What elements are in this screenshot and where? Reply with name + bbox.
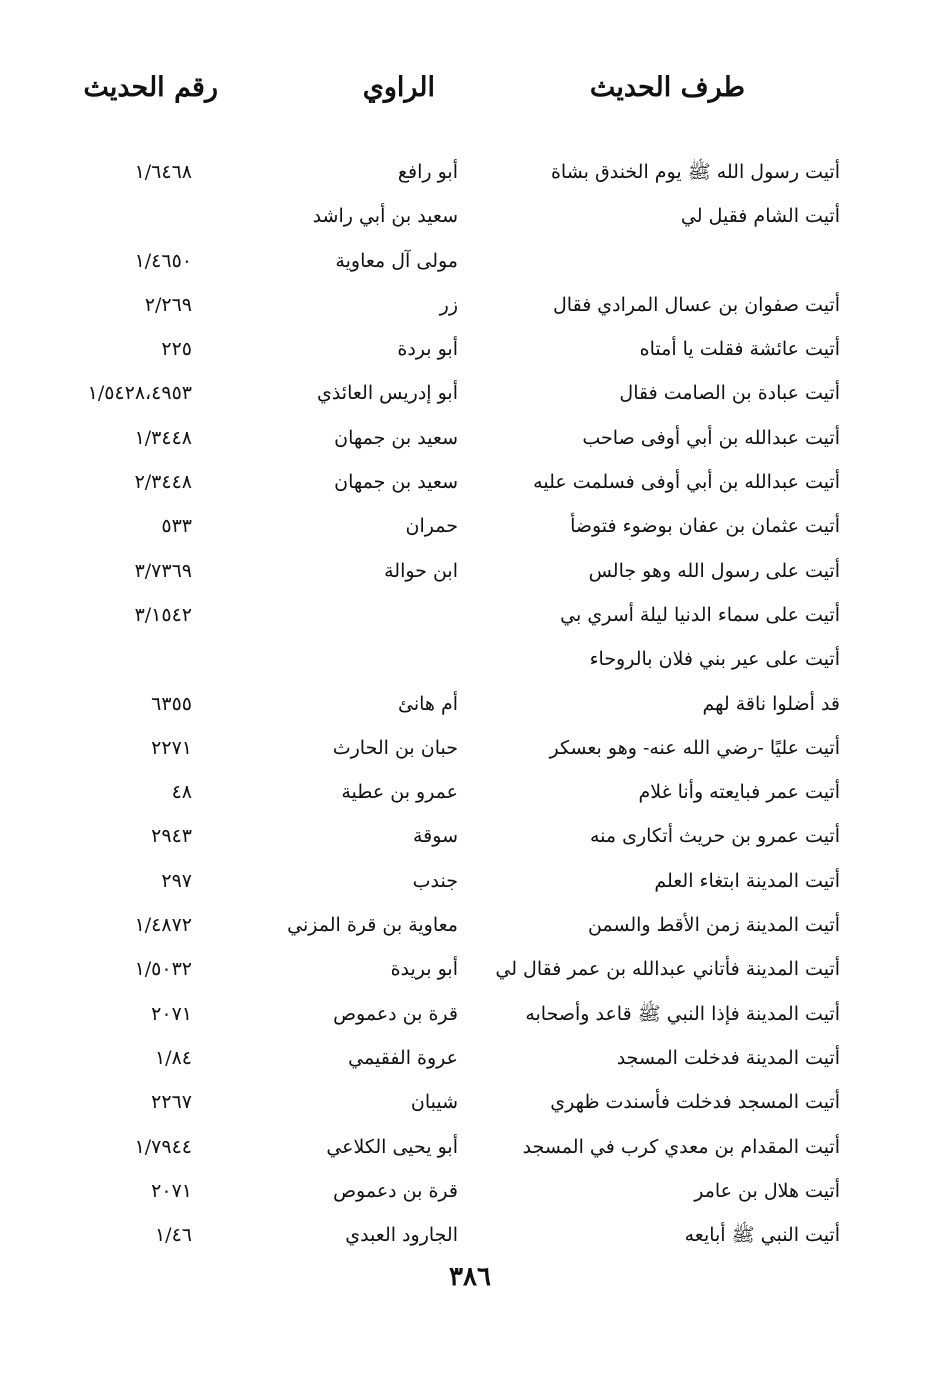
hadith-number: ٢٢٥ bbox=[161, 338, 192, 361]
hadith-number: ١/٧٩٤٤ bbox=[134, 1135, 192, 1158]
hadith-snippet: أتيت النبي ﷺ أبايعه bbox=[684, 1224, 840, 1247]
table-row bbox=[0, 859, 940, 903]
hadith-snippet: أتيت على سماء الدنيا ليلة أسري بي bbox=[560, 603, 840, 626]
table-row bbox=[0, 1036, 940, 1080]
hadith-number: ١/٨٤ bbox=[154, 1046, 192, 1069]
narrator: معاوية بن قرة المزني bbox=[287, 914, 458, 937]
narrator: قرة بن دعموص bbox=[333, 1179, 458, 1202]
hadith-number: ٥٣٣ bbox=[161, 515, 192, 538]
table-row bbox=[0, 150, 940, 194]
column-header-number: رقم الحديث bbox=[83, 72, 218, 103]
hadith-number: ٢٢٦٧ bbox=[151, 1091, 192, 1114]
table-row bbox=[0, 992, 940, 1036]
hadith-snippet: أتيت المقدام بن معدي كرب في المسجد bbox=[522, 1135, 840, 1158]
table-row bbox=[0, 194, 940, 238]
table-row bbox=[0, 1169, 940, 1213]
table-row bbox=[0, 726, 940, 770]
narrator: أبو بريدة bbox=[390, 958, 458, 981]
table-row bbox=[0, 549, 940, 593]
hadith-number: ٣/١٥٤٢ bbox=[134, 603, 192, 626]
narrator: جندب bbox=[412, 869, 458, 892]
hadith-snippet: أتيت على عير بني فلان بالروحاء bbox=[589, 648, 840, 671]
hadith-number: ٢٢٧١ bbox=[151, 736, 192, 759]
hadith-number: ١/٤٨٧٢ bbox=[134, 914, 192, 937]
hadith-snippet: أتيت عائشة فقلت يا أمتاه bbox=[639, 338, 840, 361]
table-row bbox=[0, 903, 940, 947]
page-number: ٣٨٦ bbox=[449, 1262, 491, 1292]
narrator: قرة بن دعموص bbox=[333, 1002, 458, 1025]
narrator: أبو يحيى الكلاعي bbox=[326, 1135, 458, 1158]
table-row bbox=[0, 504, 940, 548]
table-row bbox=[0, 460, 940, 504]
hadith-snippet: أتيت صفوان بن عسال المرادي فقال bbox=[552, 293, 840, 316]
index-table bbox=[0, 150, 940, 1257]
table-row bbox=[0, 416, 940, 460]
narrator: سعيد بن أبي راشد bbox=[312, 205, 458, 228]
hadith-snippet: أتيت رسول الله ﷺ يوم الخندق بشاة bbox=[550, 161, 840, 183]
hadith-snippet: أتيت المدينة ابتغاء العلم bbox=[654, 869, 840, 892]
hadith-number: ١/٥٤٢٨،٤٩٥٣ bbox=[87, 382, 192, 405]
hadith-snippet: أتيت المدينة فأتاني عبدالله بن عمر فقال لي bbox=[495, 958, 840, 981]
hadith-number: ٤٨ bbox=[171, 781, 192, 804]
narrator: عروة الفقيمي bbox=[348, 1046, 458, 1069]
narrator: حمران bbox=[405, 515, 458, 538]
hadith-snippet: أتيت عليًا -رضي الله عنه- وهو بعسكر bbox=[549, 736, 840, 759]
hadith-number: ٣/٧٣٦٩ bbox=[134, 559, 192, 582]
table-row bbox=[0, 1213, 940, 1257]
table-row bbox=[0, 283, 940, 327]
table-row bbox=[0, 1125, 940, 1169]
hadith-snippet: أتيت عبدالله بن أبي أوفى فسلمت عليه bbox=[533, 471, 840, 494]
narrator: أبو رافع bbox=[397, 161, 458, 183]
table-row bbox=[0, 682, 940, 726]
narrator: زر bbox=[439, 293, 458, 316]
column-header-snippet: طرف الحديث bbox=[589, 72, 745, 103]
narrator: أبو إدريس العائذي bbox=[316, 382, 458, 405]
narrator: أبو بردة bbox=[397, 338, 458, 361]
hadith-snippet: أتيت عمر فبايعته وأنا غلام bbox=[638, 781, 840, 804]
hadith-snippet: أتيت هلال بن عامر bbox=[694, 1179, 840, 1202]
hadith-number: ١/٣٤٤٨ bbox=[134, 426, 192, 449]
narrator: الجارود العبدي bbox=[345, 1224, 458, 1247]
hadith-snippet: أتيت على رسول الله وهو جالس bbox=[588, 559, 840, 582]
narrator: سعيد بن جمهان bbox=[334, 426, 458, 449]
narrator: أم هانئ bbox=[397, 692, 458, 715]
narrator: حبان بن الحارث bbox=[332, 736, 458, 759]
narrator: سوقة bbox=[412, 825, 458, 848]
narrator: ابن حوالة bbox=[384, 559, 458, 582]
table-row bbox=[0, 371, 940, 415]
hadith-number: ٦٣٥٥ bbox=[151, 692, 192, 715]
narrator: مولى آل معاوية bbox=[335, 249, 458, 272]
hadith-number: ٢٠٧١ bbox=[151, 1179, 192, 1202]
table-row bbox=[0, 814, 940, 858]
hadith-snippet: أتيت المدينة زمن الأقط والسمن bbox=[587, 914, 840, 937]
table-row bbox=[0, 239, 940, 283]
hadith-number: ٢٠٧١ bbox=[151, 1002, 192, 1025]
narrator: عمرو بن عطية bbox=[341, 781, 458, 804]
narrator: سعيد بن جمهان bbox=[334, 471, 458, 494]
hadith-snippet: أتيت عبدالله بن أبي أوفى صاحب bbox=[582, 426, 840, 449]
table-header bbox=[0, 72, 940, 122]
hadith-snippet: أتيت المدينة فإذا النبي ﷺ قاعد وأصحابه bbox=[525, 1002, 840, 1025]
table-row bbox=[0, 1080, 940, 1124]
hadith-snippet: أتيت عثمان بن عفان بوضوء فتوضأ bbox=[570, 515, 840, 538]
hadith-snippet: أتيت المدينة فدخلت المسجد bbox=[616, 1046, 840, 1069]
table-row bbox=[0, 637, 940, 681]
hadith-snippet: أتيت عبادة بن الصامت فقال bbox=[619, 382, 840, 405]
hadith-number: ١/٦٤٦٨ bbox=[134, 161, 192, 183]
hadith-snippet: أتيت الشام فقيل لي bbox=[680, 205, 840, 228]
hadith-snippet: أتيت المسجد فدخلت فأسندت ظهري bbox=[550, 1091, 840, 1114]
hadith-snippet: قد أضلوا ناقة لهم bbox=[702, 692, 840, 715]
hadith-number: ١/٤٦٥٠ bbox=[134, 249, 192, 272]
hadith-number: ٢/٣٤٤٨ bbox=[134, 471, 192, 494]
table-row bbox=[0, 593, 940, 637]
hadith-number: ٢/٢٦٩ bbox=[144, 293, 192, 316]
table-row bbox=[0, 327, 940, 371]
narrator: شيبان bbox=[410, 1091, 458, 1114]
table-row bbox=[0, 770, 940, 814]
hadith-snippet: أتيت عمرو بن حريث أتكارى منه bbox=[589, 825, 840, 848]
hadith-number: ١/٥٠٣٢ bbox=[134, 958, 192, 981]
hadith-number: ١/٤٦ bbox=[154, 1224, 192, 1247]
hadith-number: ٢٩٧ bbox=[161, 869, 192, 892]
hadith-number: ٢٩٤٣ bbox=[151, 825, 192, 848]
column-header-narrator: الراوي bbox=[362, 72, 435, 103]
table-row bbox=[0, 947, 940, 991]
